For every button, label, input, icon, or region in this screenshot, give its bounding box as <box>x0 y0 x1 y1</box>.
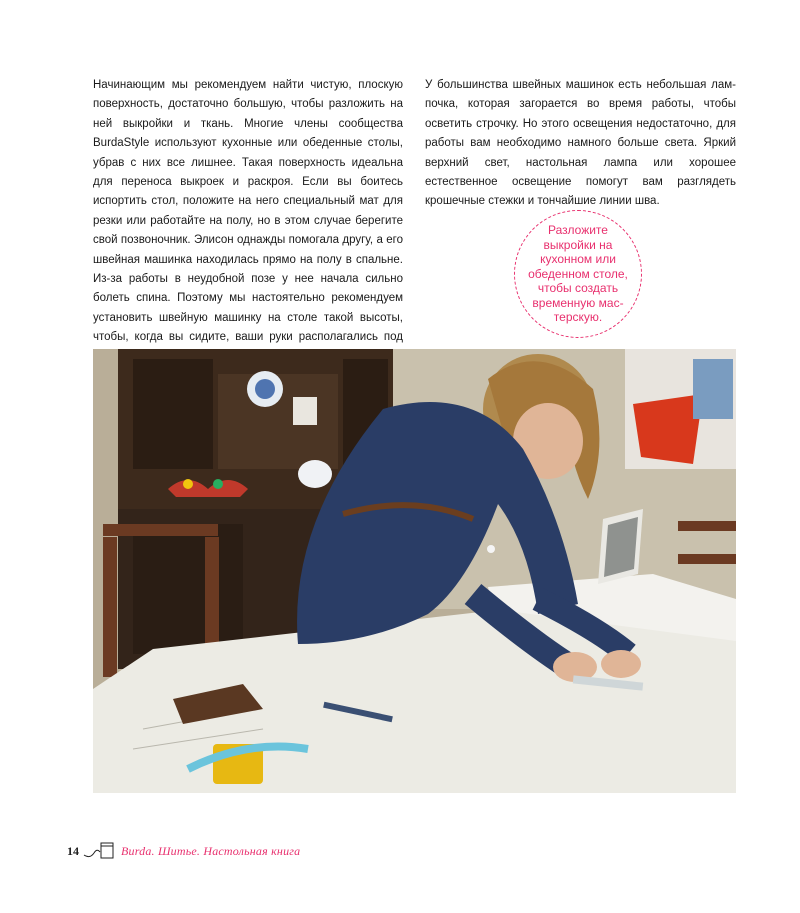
photo-woman-cutting-fabric-icon <box>93 349 736 793</box>
sewing-thread-icon <box>83 841 115 861</box>
callout-bubble <box>514 210 642 338</box>
book-title: Burda. Шитье. Настольная книга <box>121 843 301 858</box>
right-text-column <box>425 76 736 212</box>
right-paragraph: У большинства швейных машинок есть небольшая лампочка, которая загорается во время работы, чтобы осветить строчку. Но этого освещения недостаточно, для работы вам необходимо намного больше света. Яркий верхний свет, настольная лампа или хорошее естественное освещение помогут вам разглядеть крошечные стежки и тончайшие линии шва. <box>425 79 736 208</box>
photo-woman-cutting-fabric <box>93 349 736 793</box>
callout-text: Разложите выкройки на кухонном или обеденном столе, чтобы создать временную мастерскую. <box>528 223 628 325</box>
page-number: 14 <box>67 843 79 858</box>
left-text-column <box>93 76 403 367</box>
left-paragraph: Начинающим мы рекомендуем найти чистую, плоскую поверхность, достаточно большую, чтобы разложить на ней выкройки и ткань. Многие члены сообщества BurdaStyle используют кухонные или обеденные столы, убрав с них все лишнее. Такая поверхность идеальна для переноса выкроек и раскроя. Если вы боитесь испортить стол, положите на него специальный мат для резки или работайте на полу, но в этом случае берегите свой позвоночник. Элисон однажды помогала другу, а его швейная машинка находилась прямо на полу в спальне. Из-за работы в неудобной позе у нее начала сильно болеть спина. Поэтому мы настоятельно рекомендуем установить швейную машинку на столе такой высоты, чтобы, когда вы сидите, ваши руки располагались под <box>93 79 403 344</box>
page-footer <box>67 841 300 861</box>
